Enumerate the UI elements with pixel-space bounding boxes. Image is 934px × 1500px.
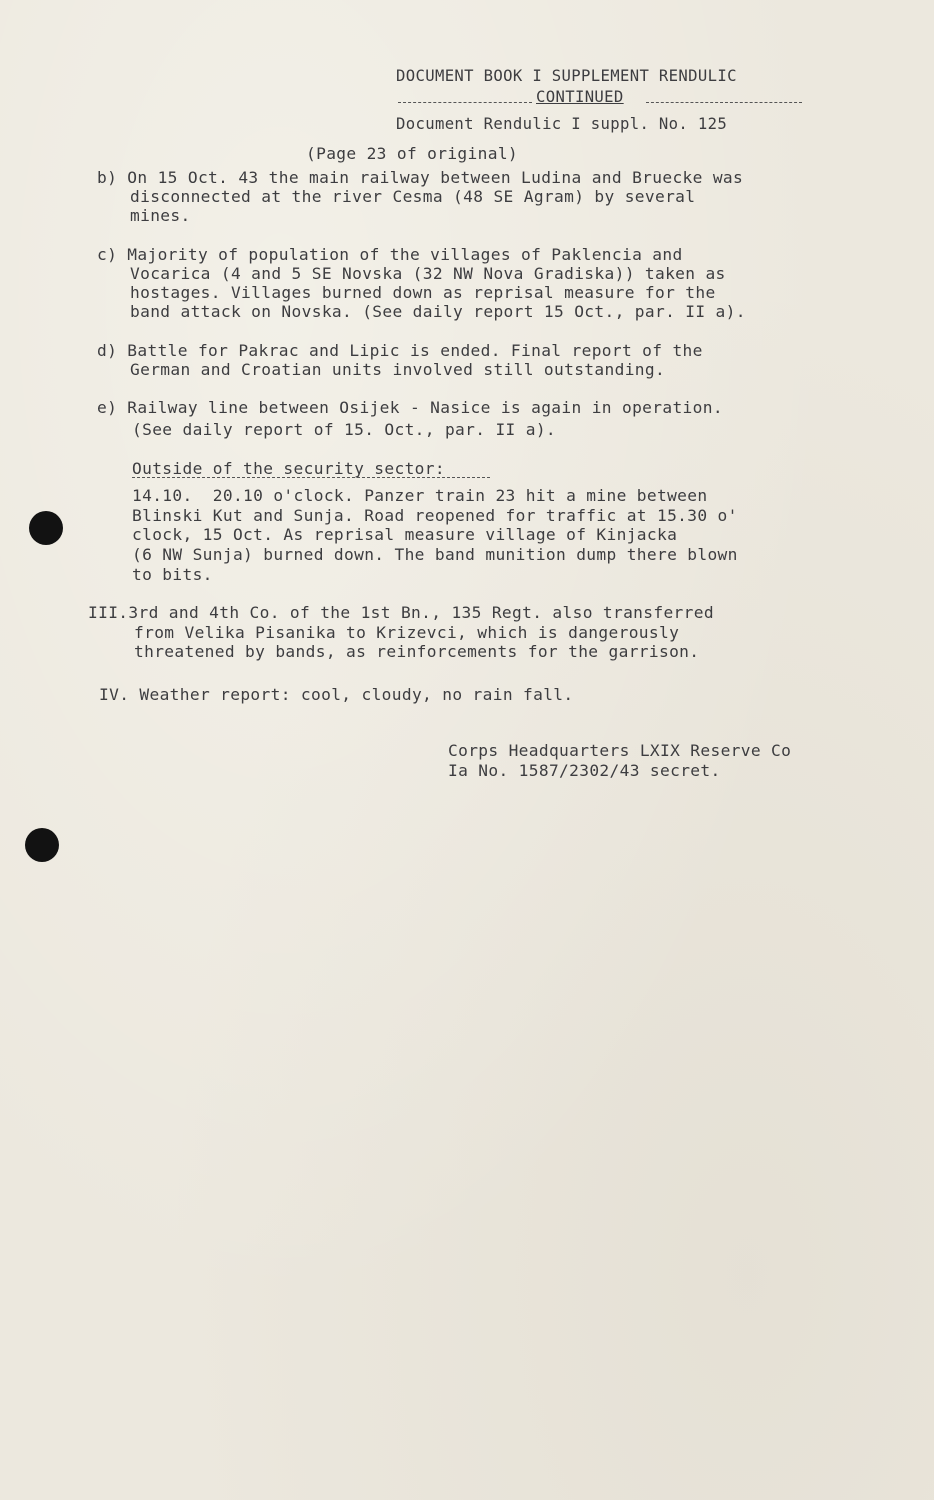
section-iii-line: from Velika Pisanika to Krizevci, which is dangerously (134, 623, 680, 642)
item-c-line: band attack on Novska. (See daily report 15 Oct., par. II a). (130, 302, 746, 321)
signature-line: Ia No. 1587/2302/43 secret. (448, 761, 721, 780)
item-b-line: mines. (130, 206, 191, 225)
punch-hole-top (29, 511, 63, 545)
outside-sector-line: (6 NW Sunja) burned down. The band munition dump there blown (132, 545, 738, 564)
outside-sector-line: 14.10. 20.10 o'clock. Panzer train 23 hit a mine between (132, 486, 708, 505)
item-e-line: (See daily report of 15. Oct., par. II a). (132, 420, 557, 439)
document-title: DOCUMENT BOOK I SUPPLEMENT RENDULIC (396, 67, 737, 85)
outside-sector-heading: Outside of the security sector: (132, 459, 445, 478)
section-iv-weather: IV. Weather report: cool, cloudy, no rain fall. (99, 685, 574, 704)
item-c-line: hostages. Villages burned down as reprisal measure for the (130, 283, 716, 302)
header-rule-left (398, 102, 532, 103)
outside-sector-underline (132, 477, 490, 478)
item-d-line: German and Croatian units involved still outstanding. (130, 360, 666, 379)
outside-sector-line: Blinski Kut and Sunja. Road reopened for traffic at 15.30 o' (132, 506, 738, 525)
outside-sector-line: to bits. (132, 565, 213, 584)
punch-hole-bottom (25, 828, 59, 862)
header-rule-right (646, 102, 802, 103)
signature-line: Corps Headquarters LXIX Reserve Co (448, 741, 792, 760)
continued-label: CONTINUED (536, 88, 624, 106)
item-d-line: d) Battle for Pakrac and Lipic is ended. Final report of the (97, 341, 703, 360)
item-b-line: b) On 15 Oct. 43 the main railway between Ludina and Bruecke was (97, 168, 744, 187)
document-reference: Document Rendulic I suppl. No. 125 (396, 115, 728, 133)
item-e-line: e) Railway line between Osijek - Nasice is again in operation. (97, 398, 723, 417)
item-c-line: Vocarica (4 and 5 SE Novska (32 NW Nova Gradiska)) taken as (130, 264, 726, 283)
outside-sector-line: clock, 15 Oct. As reprisal measure village of Kinjacka (132, 525, 678, 544)
item-b-line: disconnected at the river Cesma (48 SE Agram) by several (130, 187, 696, 206)
section-iii-line: III.3rd and 4th Co. of the 1st Bn., 135 Regt. also transferred (88, 603, 714, 622)
item-c-line: c) Majority of population of the villages of Paklencia and (97, 245, 683, 264)
section-iii-line: threatened by bands, as reinforcements for the garrison. (134, 642, 700, 661)
page-reference: (Page 23 of original) (306, 144, 519, 163)
